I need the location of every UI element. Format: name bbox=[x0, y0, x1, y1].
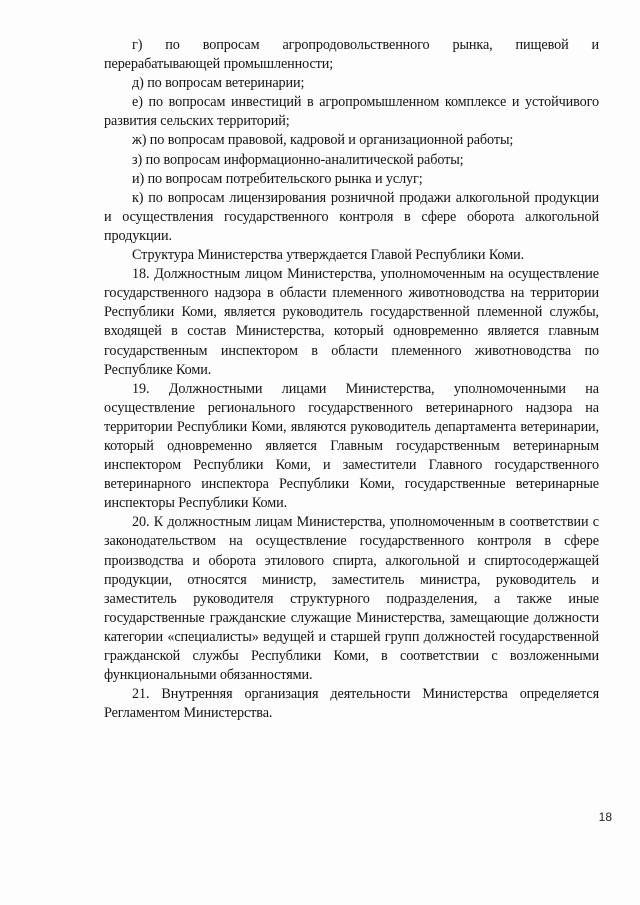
list-item-i: и) по вопросам потребительского рынка и услуг; bbox=[132, 170, 423, 187]
clause-18: 18. Должностным лицом Министерства, уполномоченным на осуществление государственного надзора в области племенного животноводства на территории Республики Коми, является руководитель государственной племенной службы, входящей в состав Министерства, который одновременно является главным государственным инспектором в области племенного животноводства по Республике Коми. bbox=[104, 266, 599, 378]
document-body bbox=[104, 36, 599, 723]
structure-paragraph: Структура Министерства утверждается Главой Республики Коми. bbox=[132, 247, 525, 264]
list-item-g: г) по вопросам агропродовольственного рынка, пищевой и перерабатывающей промышленности; bbox=[104, 37, 599, 73]
list-item-d: д) по вопросам ветеринарии; bbox=[132, 75, 305, 92]
clause-19: 19. Должностными лицами Министерства, уполномоченными на осуществление регионального государственного ветеринарного надзора на территории Республики Коми, являются руководитель департамента ветеринарии, который одновременно является Главным государственным ветеринарным инспектором Республики Коми, и заместители Главного государственного ветеринарного инспектора Республики Коми, государственные ветеринарные инспекторы Республики Коми. bbox=[104, 380, 599, 512]
list-item-e: е) по вопросам инвестиций в агропромышленном комплексе и устойчивого развития сельских территорий; bbox=[104, 94, 599, 130]
page-number: 18 bbox=[598, 810, 612, 824]
list-item-z: з) по вопросам информационно-аналитической работы; bbox=[132, 151, 464, 168]
clause-20: 20. К должностным лицам Министерства, уполномоченным в соответствии с законодательством на осуществление государственного контроля в сфере производства и оборота этилового спирта, алкогольной и спиртосодержащей продукции, относятся министр, заместитель министра, руководитель и заместитель руководителя структурного подразделения, а также иные государственные гражданские служащие Министерства, замещающие должности категории «специалисты» ведущей и старшей групп должностей государственной гражданской службы Республики Коми, в соответствии с возложенными функциональными обязанностями. bbox=[104, 514, 599, 684]
clause-21: 21. Внутренняя организация деятельности Министерства определяется Регламентом Министерства. bbox=[104, 686, 599, 722]
list-item-zh: ж) по вопросам правовой, кадровой и организационной работы; bbox=[132, 132, 514, 149]
list-item-k: к) по вопросам лицензирования розничной продажи алкогольной продукции и осуществления государственного контроля в сфере оборота алкогольной продукции. bbox=[104, 189, 599, 244]
